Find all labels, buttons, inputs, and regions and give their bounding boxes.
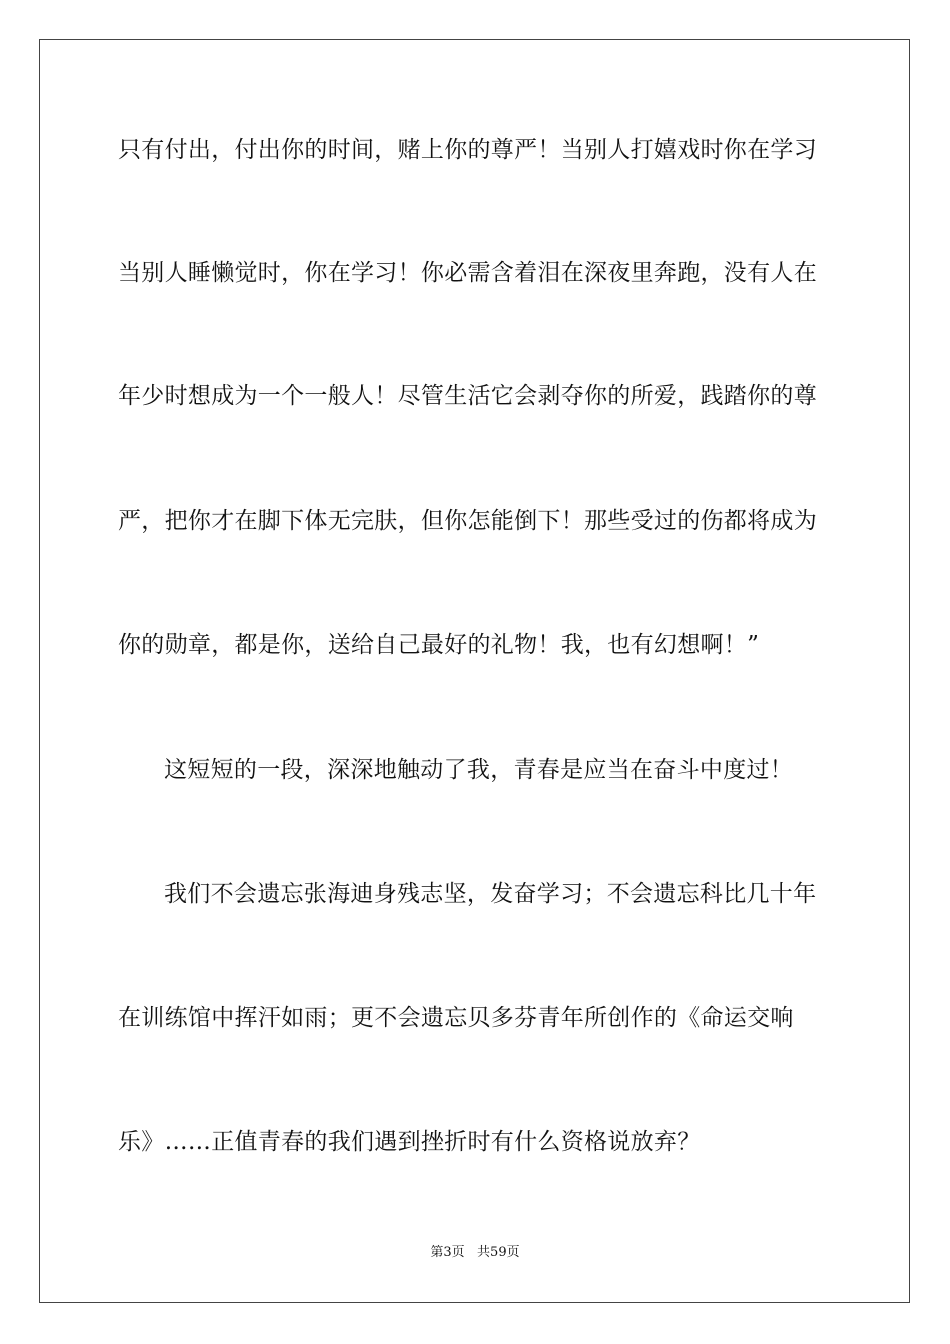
text-line-9: 乐》……正值青春的我们遇到挫折时有什么资格说放弃？ xyxy=(118,1129,701,1155)
text-line-1: 只有付出，付出你的时间，赌上你的尊严！当别人打嬉戏时你在学习 xyxy=(118,137,817,163)
text-line-3: 年少时想成为一个一般人！尽管生活它会剥夺你的所爱，践踏你的尊 xyxy=(118,383,817,409)
paragraph-start-line: 我们不会遗忘张海迪身残志坚，发奋学习；不会遗忘科比几十年 xyxy=(164,881,817,907)
paragraph-start-line: 这短短的一段，深深地触动了我，青春是应当在奋斗中度过！ xyxy=(164,757,794,783)
page-number-footer: 第3页 共59页 xyxy=(430,1245,520,1260)
page-border xyxy=(39,39,910,1303)
text-line-5: 你的勋章，都是你，送给自己最好的礼物！我，也有幻想啊！” xyxy=(118,632,760,658)
text-line-2: 当别人睡懒觉时，你在学习！你必需含着泪在深夜里奔跑，没有人在 xyxy=(118,260,817,286)
text-line-8: 在训练馆中挥汗如雨；更不会遗忘贝多芬青年所创作的《命运交响 xyxy=(118,1005,794,1031)
text-line-4: 严，把你才在脚下体无完肤，但你怎能倒下！那些受过的伤都将成为 xyxy=(118,508,817,534)
